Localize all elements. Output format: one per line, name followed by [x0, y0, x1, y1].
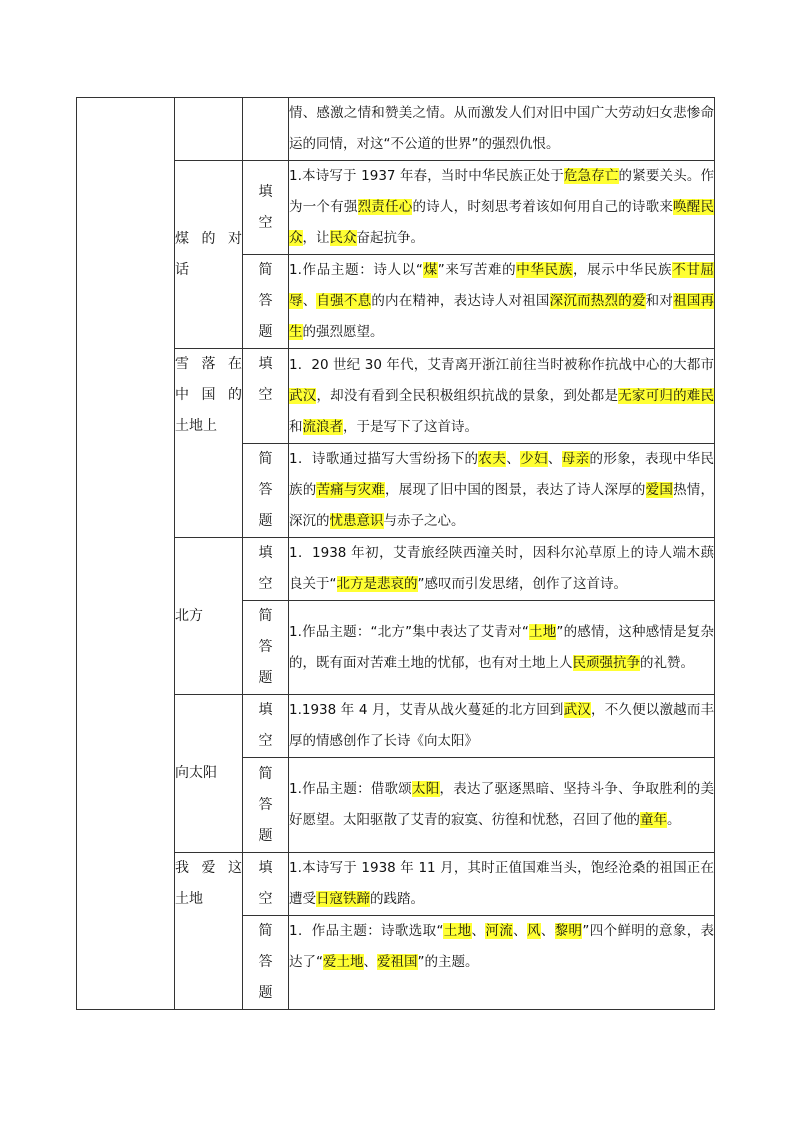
- text-span: 的紧要关头。作为一个有强: [289, 168, 715, 215]
- text-span: 、: [506, 451, 521, 467]
- text-span: ”的感情，这种感情是复杂的，既有面对苦难土地的忧郁，也有对土地上人: [289, 623, 714, 671]
- text-span: 、: [471, 923, 486, 939]
- text-span: 答: [258, 482, 273, 498]
- highlighted-text: 苦痛与灾难: [316, 482, 386, 498]
- text-span: 题: [258, 670, 273, 686]
- type-cell-fill: [243, 538, 289, 601]
- text-span: 的强烈愿望。: [302, 324, 384, 340]
- text-span: 题: [258, 513, 273, 529]
- content-cell: [289, 98, 715, 161]
- highlighted-text: 土地: [528, 623, 557, 640]
- type-cell-short: [243, 916, 289, 1010]
- text-span: 与赤子之心。: [383, 513, 465, 529]
- highlighted-text: 唤醒民众: [289, 199, 715, 246]
- text-span: 1.作品主题：诗人以“: [289, 262, 423, 278]
- text-span: 1．1938 年初，艾青旅经陕西潼关时，因科尔沁草原上的诗人端木蕻良关于“: [289, 545, 714, 592]
- type-cell-fill: [243, 853, 289, 916]
- text-span: 1．诗歌通过描写大雪纷扬下的: [289, 451, 479, 467]
- poem-title-cell: [175, 161, 243, 349]
- text-span: 的内在精神，表达诗人对祖国: [371, 293, 550, 309]
- text-span: 答: [258, 293, 273, 309]
- text-span: ”感叹而引发思绪，创作了这首诗。: [417, 576, 627, 592]
- text-span: 和对: [645, 293, 674, 309]
- text-span: 1．作品主题：诗歌选取“: [289, 923, 444, 939]
- highlighted-text: 自强不息: [316, 293, 372, 309]
- highlighted-text: 河流: [485, 923, 514, 939]
- type-cell-fill: [243, 695, 289, 758]
- highlighted-text: 母亲: [561, 451, 590, 467]
- content-cell: [289, 161, 715, 255]
- text-span: 。: [667, 812, 681, 828]
- highlighted-text: 爱土地: [323, 954, 364, 970]
- content-cell: [289, 916, 715, 1010]
- text-span: 简: [258, 451, 273, 467]
- text-span: 答: [258, 796, 273, 813]
- text-span: ”的主题。: [417, 954, 479, 970]
- text-span: 1.本诗写于 1938 年 11 月，其时正值国难当头，饱经沧桑的祖国正在遭受: [289, 860, 714, 907]
- highlighted-text: 日寇铁蹄: [316, 891, 370, 907]
- content-cell: [289, 538, 715, 601]
- text-span: 简: [258, 765, 273, 782]
- highlighted-text: 忧患意识: [329, 513, 384, 529]
- highlighted-text: 危急存亡: [563, 168, 619, 184]
- highlighted-text: 深沉而热烈的爱: [549, 293, 646, 309]
- text-span: 情、感激之情和赞美之情。从而激发人们对旧中国广大劳动妇女悲惨命运的同情，对这“不公道的世界”的强烈仇恨。: [289, 105, 714, 152]
- text-span: 我 爱 这: [175, 860, 242, 876]
- text-span: 土地: [175, 891, 203, 907]
- highlighted-text: 武汉: [563, 702, 591, 718]
- text-span: 中 国 的: [175, 387, 242, 403]
- poem-title-cell: [175, 695, 243, 853]
- text-span: ，不久便以激越而丰厚的情感创作了长诗《向太阳》: [289, 702, 715, 749]
- text-span: 奋起抗争。: [356, 230, 424, 246]
- content-cell: [289, 695, 715, 758]
- text-span: ”来写苦难的: [437, 262, 517, 278]
- highlighted-text: 流浪者: [302, 418, 343, 435]
- empty-left-column: [77, 98, 175, 1010]
- highlighted-text: 无家可归的难民: [618, 387, 715, 404]
- text-span: 填: [258, 183, 273, 200]
- text-span: 填: [258, 702, 273, 718]
- text-span: 1.作品主题：借歌颂: [289, 781, 413, 797]
- highlighted-text: 童年: [640, 812, 667, 828]
- text-span: ，让: [302, 230, 330, 246]
- text-span: 1．20 世纪 30 年代，艾青离开浙江前往当时被称作抗战中心的大都市: [289, 356, 714, 373]
- text-span: 、: [547, 451, 562, 467]
- table-row: [77, 98, 715, 161]
- content-cell: [289, 255, 715, 349]
- type-cell-short: [243, 444, 289, 538]
- text-span: 题: [258, 324, 273, 340]
- text-span: ，于是写下了这首诗。: [343, 418, 478, 435]
- highlighted-text: 武汉: [289, 387, 317, 404]
- highlighted-text: 黎明: [554, 923, 583, 939]
- poetry-review-table: [76, 97, 715, 1010]
- text-span: 填: [258, 860, 273, 876]
- text-span: 的形象，表现中华民族的: [289, 451, 715, 498]
- text-span: 空: [258, 576, 273, 592]
- text-span: 雪 落 在: [175, 356, 242, 372]
- text-span: ，展现了旧中国的图景，表达了诗人深厚的: [385, 482, 646, 498]
- content-cell: [289, 349, 715, 444]
- type-cell-short: [243, 758, 289, 853]
- text-span: 的践踏。: [370, 891, 424, 907]
- content-cell: [289, 758, 715, 853]
- text-span: 空: [258, 733, 273, 749]
- poem-title-cell: [175, 853, 243, 1010]
- text-span: 答: [258, 639, 273, 655]
- text-span: 的礼赞。: [640, 654, 694, 671]
- highlighted-text: 祖国再生: [289, 293, 715, 340]
- text-span: 简: [258, 608, 273, 624]
- type-cell-short: [243, 255, 289, 349]
- text-span: 1.作品主题：“北方”集中表达了艾青对“: [289, 623, 529, 640]
- content-cell: [289, 444, 715, 538]
- text-span: 、: [513, 923, 527, 939]
- text-span: 、: [302, 293, 317, 309]
- highlighted-text: 中华民族: [516, 262, 573, 278]
- text-span: 1.本诗写于 1937 年春，当时中华民族正处于: [289, 168, 564, 184]
- type-cell-fill: [243, 349, 289, 444]
- text-span: 北方: [175, 607, 203, 624]
- text-span: 热情，深沉的: [289, 482, 715, 529]
- highlighted-text: 北方是悲哀的: [336, 576, 418, 592]
- text-span: 答: [258, 954, 273, 970]
- highlighted-text: 少妇: [520, 451, 548, 467]
- text-span: ，表达了驱逐黑暗、坚持斗争、争取胜利的美好愿望。太阳驱散了艾青的寂寞、彷徨和忧愁，召回了他的: [289, 781, 715, 828]
- text-span: 题: [258, 827, 273, 844]
- text-span: 1.1938 年 4 月，艾青从战火蔓延的北方回到: [289, 702, 564, 718]
- text-span: 的诗人，时刻思考着该如何用自己的诗歌来: [412, 199, 674, 215]
- poem-title-line: 话: [175, 261, 189, 278]
- highlighted-text: 太阳: [412, 781, 440, 797]
- text-span: 填: [258, 545, 273, 561]
- text-span: 简: [258, 262, 273, 278]
- poem-title-cell: [175, 98, 243, 161]
- highlighted-text: 烈责任心: [357, 199, 413, 215]
- text-span: 简: [258, 923, 273, 939]
- poem-title-cell: [175, 349, 243, 538]
- type-cell-short: [243, 601, 289, 695]
- highlighted-text: 民顽强抗争: [572, 654, 640, 671]
- highlighted-text: 土地: [443, 923, 472, 939]
- highlighted-text: 不甘屈辱: [289, 262, 715, 309]
- text-span: ，却没有看到全民积极组织抗战的景象，到处都是: [316, 387, 619, 404]
- text-span: 向太阳: [175, 765, 217, 781]
- type-cell: [243, 98, 289, 161]
- highlighted-text: 农夫: [478, 451, 507, 467]
- content-cell: [289, 601, 715, 695]
- highlighted-text: 爱国: [645, 482, 674, 498]
- text-span: 、: [363, 954, 377, 970]
- content-cell: [289, 853, 715, 916]
- text-span: 填: [258, 356, 273, 372]
- poem-title-line: 煤 的 对: [175, 230, 242, 247]
- text-span: 土地上: [175, 418, 217, 434]
- text-span: 空: [258, 214, 273, 231]
- text-span: 、: [540, 923, 555, 939]
- highlighted-text: 民众: [329, 230, 357, 246]
- text-span: ”四个鲜明的意象，表达了“: [289, 923, 715, 970]
- highlighted-text: 煤: [422, 262, 438, 278]
- type-cell-fill: [243, 161, 289, 255]
- text-span: 题: [258, 985, 273, 1001]
- highlighted-text: 爱祖国: [377, 954, 418, 970]
- highlighted-text: 风: [526, 923, 541, 939]
- text-span: ，展示中华民族: [572, 262, 673, 278]
- text-span: 空: [258, 387, 273, 403]
- poem-title-cell: [175, 538, 243, 695]
- text-span: 和: [289, 418, 303, 435]
- text-span: 空: [258, 891, 273, 907]
